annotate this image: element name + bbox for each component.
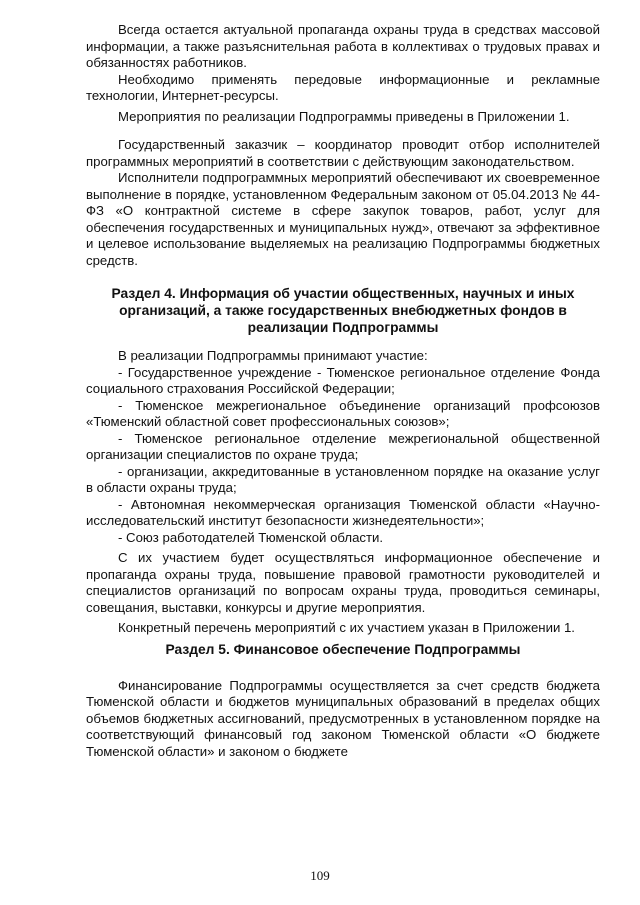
document-page <box>86 0 600 760</box>
paragraph-propaganda: Всегда остается актуальной пропаганда охраны труда в средствах массовой информации, а также разъяснительная работа в коллективах о трудовых правах и обязанностях работников. <box>86 22 600 70</box>
participant-item: - организации, аккредитованные в установленном порядке на оказание услуг в области охраны труда; <box>86 463 600 495</box>
participant-item: - Тюменское региональное отделение межрегиональной общественной организации специалистов по охране труда; <box>86 430 600 462</box>
intro-block <box>86 22 600 269</box>
paragraph-participation: С их участием будет осуществляться информационное обеспечение и пропаганда охраны труда, повышение правовой грамотности руководителей и специалистов организаций по вопросам охраны труда, проводиться семинары, совещания, выставки, конкурсы и другие мероприятия. <box>86 550 600 615</box>
participant-item: - Тюменское межрегиональное объединение организаций профсоюзов «Тюменский областной совет профессиональных союзов»; <box>86 397 600 429</box>
section-4 <box>86 285 600 637</box>
paragraph-appendix: Мероприятия по реализации Подпрограммы приведены в Приложении 1. <box>118 108 570 124</box>
paragraph-executors: Исполнители подпрограммных мероприятий обеспечивают их своевременное выполнение в порядке, установленном Федеральным законом от 05.04.2013 № 44-ФЗ «О контрактной системе в сфере закупок товаров, работ, услуг для обеспечения государственных и муниципальных нужд», отвечают за эффективное и целевое использование выделяемых на реализацию Подпрограммы бюджетных средств. <box>86 170 600 268</box>
participant-item: - Государственное учреждение - Тюменское региональное отделение Фонда социального страхования Российской Федерации; <box>86 364 600 396</box>
section-4-heading: Раздел 4. Информация об участии общественных, научных и иных организаций, а также государственных внебюджетных фондов в реализации Подпрограммы <box>111 286 575 335</box>
paragraph-financing: Финансирование Подпрограммы осуществляется за счет средств бюджета Тюменской области и бюджетов муниципальных образований в пределах общих объемов бюджетных ассигнований, предусмотренных в установленном порядке на соответствующий финансовый год законом Тюменской области «О бюджете Тюменской области» и законом о бюджете <box>86 677 600 759</box>
section-5-heading: Раздел 5. Финансовое обеспечение Подпрограммы <box>165 641 521 657</box>
page-number: 109 <box>310 868 330 883</box>
participant-item: - Союз работодателей Тюменской области. <box>118 529 384 545</box>
section-5 <box>86 641 600 761</box>
section-4-lead: В реализации Подпрограммы принимают участие: <box>118 348 428 363</box>
paragraph-customer: Государственный заказчик – координатор проводит отбор исполнителей программных мероприятий в соответствии с действующим законодательством. <box>86 137 600 169</box>
paragraph-technologies: Необходимо применять передовые информационные и рекламные технологии, Интернет-ресурсы. <box>86 71 600 103</box>
participant-item: - Автономная некоммерческая организация Тюменской области «Научно-исследовательский институт безопасности жизнедеятельности»; <box>86 496 600 528</box>
paragraph-specific-list: Конкретный перечень мероприятий с их участием указан в Приложении 1. <box>118 620 575 635</box>
